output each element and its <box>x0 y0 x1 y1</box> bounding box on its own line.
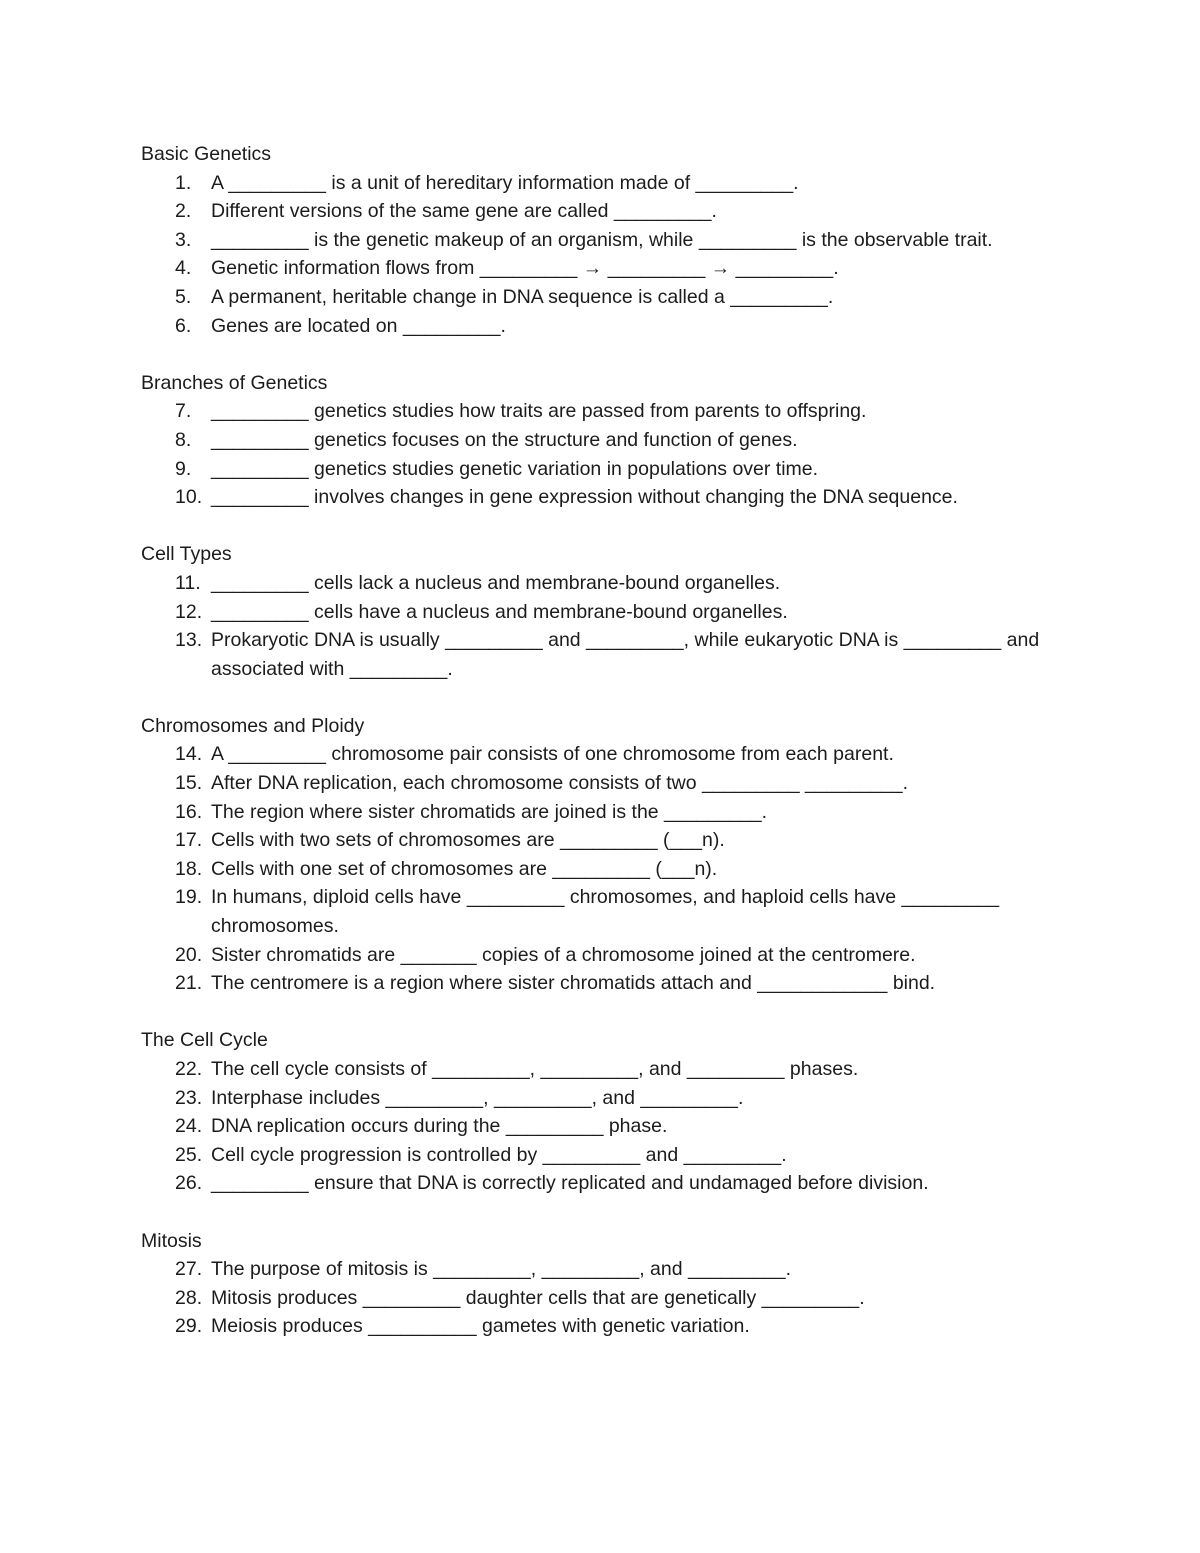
question-text: The centromere is a region where sister chromatids attach and ____________ bind. <box>211 972 936 995</box>
section-branches-of-genetics <box>141 369 1071 512</box>
question-number: 22. <box>175 1058 203 1080</box>
question-item <box>141 1141 1071 1170</box>
question-text: Mitosis produces _________ daughter cells that are genetically _________. <box>211 1286 865 1309</box>
question-item <box>141 769 1071 798</box>
question-text: _________ ensure that DNA is correctly replicated and undamaged before division. <box>211 1172 929 1195</box>
question-item <box>141 397 1071 426</box>
question-item <box>141 826 1071 855</box>
question-item <box>141 598 1071 627</box>
question-item <box>141 226 1071 255</box>
question-item <box>141 426 1071 455</box>
question-number: 12. <box>175 600 203 623</box>
question-number: 9. <box>175 457 192 480</box>
question-list <box>141 169 1071 341</box>
question-item <box>141 740 1071 769</box>
section-title: The Cell Cycle <box>141 1029 268 1052</box>
question-text: After DNA replication, each chromosome consists of two _________ _________. <box>211 772 909 795</box>
section-title: Cell Types <box>141 543 232 566</box>
question-text: Genes are located on _________. <box>211 314 506 337</box>
question-text: A _________ chromosome pair consists of one chromosome from each parent. <box>211 743 894 766</box>
question-item <box>141 1312 1071 1341</box>
question-text: The purpose of mitosis is _________, _________, and _________. <box>211 1258 792 1281</box>
question-item <box>141 883 1071 940</box>
question-number: 3. <box>175 228 192 251</box>
question-list <box>141 397 1071 511</box>
question-list <box>141 740 1071 997</box>
question-item <box>141 1255 1071 1284</box>
question-item <box>141 169 1071 198</box>
question-number: 20. <box>175 943 203 966</box>
question-text: _________ involves changes in gene expression without changing the DNA sequence. <box>211 486 958 509</box>
question-text: _________ is the genetic makeup of an organism, while _________ is the observable trait. <box>211 228 993 251</box>
question-number: 8. <box>175 428 192 451</box>
question-text: A permanent, heritable change in DNA sequence is called a _________. <box>211 285 834 308</box>
question-number: 1. <box>175 171 192 194</box>
question-list <box>141 569 1071 683</box>
question-text: A _________ is a unit of hereditary information made of _________. <box>211 171 799 194</box>
question-number: 26. <box>175 1172 203 1195</box>
section-basic-genetics <box>141 140 1071 340</box>
question-item <box>141 1055 1071 1084</box>
question-text: In humans, diploid cells have _________ chromosomes, and haploid cells have _________ chromosomes. <box>211 886 1000 938</box>
question-item <box>141 1112 1071 1141</box>
question-item <box>141 941 1071 970</box>
question-item <box>141 1284 1071 1313</box>
section-title: Chromosomes and Ploidy <box>141 714 365 737</box>
question-number: 6. <box>175 314 192 337</box>
section-title: Mitosis <box>141 1229 202 1252</box>
question-number: 15. <box>175 772 203 795</box>
question-number: 27. <box>175 1258 203 1281</box>
question-item <box>141 969 1071 998</box>
question-text: Cells with two sets of chromosomes are _________ (___n). <box>211 829 725 852</box>
question-text: Sister chromatids are _______ copies of a chromosome joined at the centromere. <box>211 943 916 966</box>
question-number: 24. <box>175 1115 203 1138</box>
question-item <box>141 1169 1071 1198</box>
question-text: The region where sister chromatids are joined is the _________. <box>211 800 768 823</box>
question-item <box>141 855 1071 884</box>
question-number: 18. <box>175 857 203 880</box>
question-text: _________ genetics studies how traits are passed from parents to offspring. <box>211 400 867 423</box>
question-text: Cell cycle progression is controlled by _________ and _________. <box>211 1143 787 1166</box>
question-item <box>141 1084 1071 1113</box>
question-number: 11. <box>175 571 201 594</box>
question-number: 23. <box>175 1086 203 1109</box>
question-number: 17. <box>175 829 203 852</box>
question-number: 10. <box>175 486 203 509</box>
question-number: 25. <box>175 1143 203 1166</box>
question-number: 2. <box>175 200 192 223</box>
question-item <box>141 483 1071 512</box>
question-item <box>141 798 1071 827</box>
question-text: _________ genetics focuses on the structure and function of genes. <box>211 428 798 451</box>
question-number: 29. <box>175 1315 203 1338</box>
question-list <box>141 1055 1071 1198</box>
section-the-cell-cycle <box>141 1026 1071 1198</box>
question-number: 4. <box>175 257 192 280</box>
question-number: 16. <box>175 800 203 823</box>
question-number: 28. <box>175 1286 203 1309</box>
question-text: _________ genetics studies genetic variation in populations over time. <box>211 457 819 480</box>
question-number: 5. <box>175 285 192 308</box>
question-item <box>141 197 1071 226</box>
question-item <box>141 312 1071 341</box>
question-text: Genetic information flows from _________ → _________ → _________. <box>211 257 839 280</box>
question-number: 21. <box>175 972 203 995</box>
section-mitosis <box>141 1227 1071 1341</box>
question-item <box>141 569 1071 598</box>
section-title: Basic Genetics <box>141 143 272 165</box>
question-text: Interphase includes _________, _________, and _________. <box>211 1086 744 1109</box>
question-number: 13. <box>175 629 203 652</box>
question-item <box>141 283 1071 312</box>
question-text: _________ cells lack a nucleus and membrane-bound organelles. <box>211 571 781 594</box>
question-item <box>141 254 1071 283</box>
question-text: Different versions of the same gene are called _________. <box>211 200 717 223</box>
question-number: 7. <box>175 400 192 423</box>
question-text: The cell cycle consists of _________, _________, and _________ phases. <box>211 1058 859 1080</box>
question-text: DNA replication occurs during the _________ phase. <box>211 1115 668 1138</box>
question-number: 19. <box>175 886 203 909</box>
section-chromosomes-and-ploidy <box>141 712 1071 998</box>
question-text: _________ cells have a nucleus and membrane-bound organelles. <box>211 600 788 623</box>
question-item <box>141 455 1071 484</box>
worksheet-content <box>141 140 1071 1370</box>
question-list <box>141 1255 1071 1341</box>
question-item <box>141 626 1071 683</box>
question-number: 14. <box>175 743 203 766</box>
question-text: Meiosis produces __________ gametes with genetic variation. <box>211 1315 750 1338</box>
question-text: Cells with one set of chromosomes are _________ (___n). <box>211 857 718 880</box>
question-text: Prokaryotic DNA is usually _________ and _________, while eukaryotic DNA is _________ and associated with _________. <box>211 629 1040 680</box>
section-title: Branches of Genetics <box>141 371 328 394</box>
section-cell-types <box>141 540 1071 683</box>
